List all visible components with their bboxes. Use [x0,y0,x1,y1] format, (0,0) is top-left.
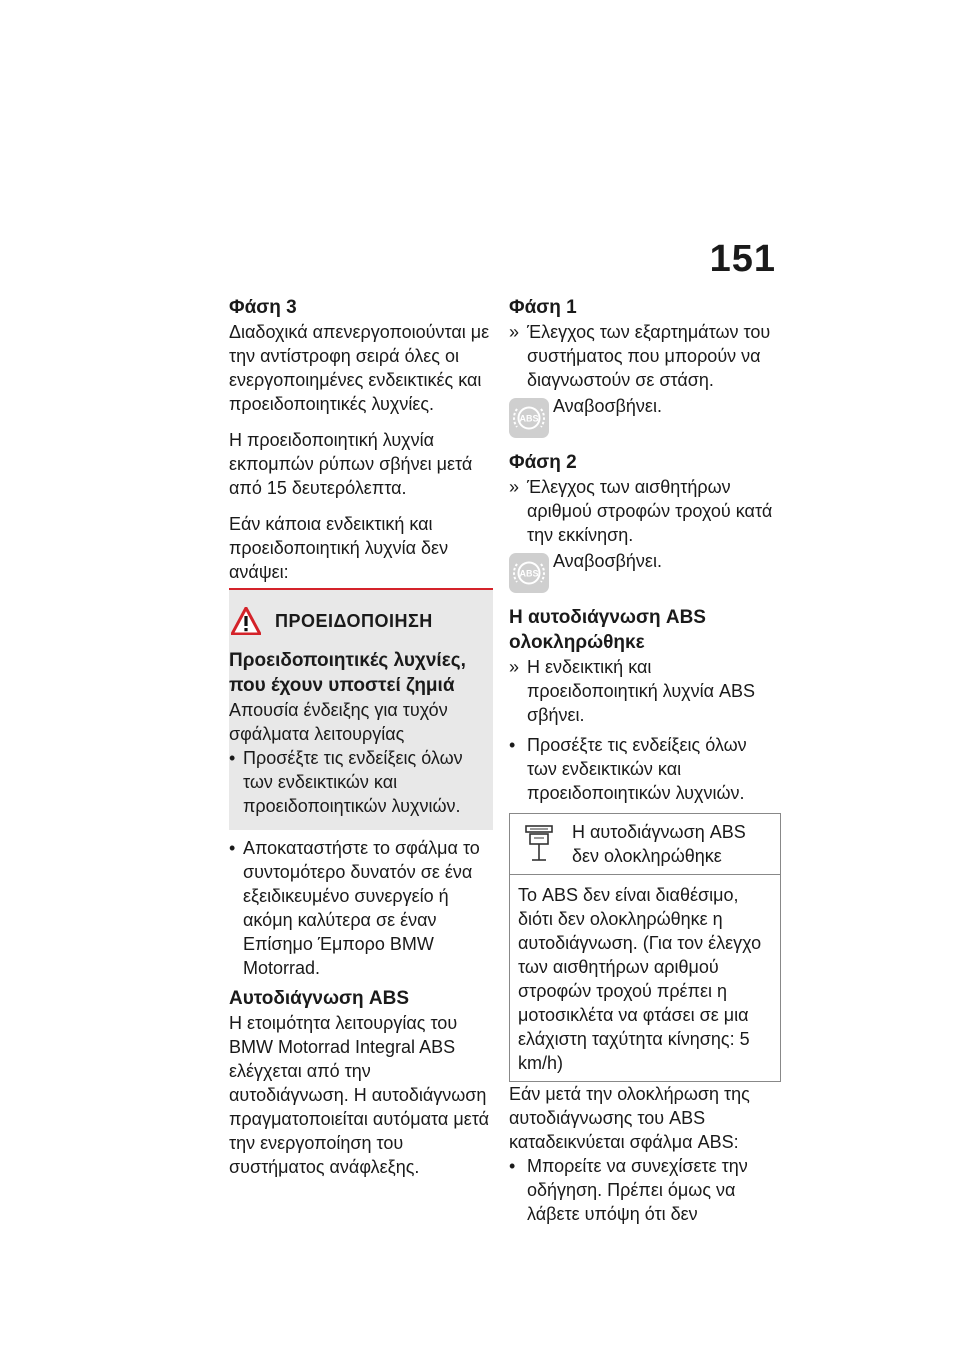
continue-riding-bullet [509,1154,781,1226]
phase1-heading: Φάση 1 [509,297,577,318]
check-lamps-bullet [509,733,781,805]
right-column [509,295,781,1226]
selfdiag-complete-result [509,655,781,727]
workshop-note-icon [524,824,554,864]
fix-fault-bullet [229,836,493,980]
bullet-marker: • [509,735,516,755]
warning-title: ΠΡΟΕΙΔΟΠΟΙΗΣΗ [275,610,433,631]
abs-lamp-icon [509,398,549,438]
note-header [510,814,780,875]
left-column [229,295,493,1179]
bullet-marker: • [509,1156,516,1176]
phase1-blink-text: Αναβοσβήνει. [553,396,662,416]
selfdiag-complete-heading: Η αυτοδιάγνωση ABS ολοκληρώθηκε [509,607,706,653]
abs-fault-text: Εάν μετά την ολοκλήρωση της αυτοδιάγνωσης του ABS καταδεικνύεται σφάλμα ABS: [509,1084,750,1152]
page-number: 151 [709,238,776,280]
result-marker: » [509,477,520,497]
phase1-result [509,320,781,392]
note-body: Το ABS δεν είναι διαθέσιμο, διότι δεν ολοκληρώθηκε η αυτοδιάγνωση. (Για τον έλεγχο των αισθητήρων αριθμού στροφών τροχού πρέπει η μοτοσικλέτα να φτάσει σε μια ελάχιστη ταχύτητα κίνησης: 5 km/h) [518,885,762,1073]
phase2-heading: Φάση 2 [509,452,577,473]
phase2-text: Έλεγχος των αισθητήρων αριθμού στροφών τροχού κατά την εκκίνηση. [527,477,773,545]
warning-triangle-icon [231,607,261,635]
continue-riding-text: Μπορείτε να συνεχίσετε την οδήγηση. Πρέπει όμως να λάβετε υπόψη ότι δεν [527,1156,748,1224]
exhaust-lamp-text: Η προειδοποιητική λυχνία εκπομπών ρύπων σβήνει μετά από 15 δευτερόλεπτα. [229,430,473,498]
warning-subtitle: Προειδοποιητικές λυχνίες, που έχουν υποστεί ζημιά [229,650,466,696]
note-title: Η αυτοδιάγνωση ABS δεν ολοκληρώθηκε [572,822,746,866]
phase2-blink-text: Αναβοσβήνει. [553,551,662,571]
abs-selfdiag-text: Η ετοιμότητα λειτουργίας του BMW Motorrad Integral ABS ελέγχεται από την αυτοδιάγνωση. Η αυτοδιάγνωση πραγματοποιείται αυτόματα μετά την ενεργοποίηση του συστήματος ανάφλεξης. [229,1013,489,1177]
lamp-not-lit-text: Εάν κάποια ενδεικτική και προειδοποιητική λυχνία δεν ανάψει: [229,514,449,582]
warning-bullet [229,746,493,818]
result-marker: » [509,322,520,342]
svg-text:ABS: ABS [519,568,539,579]
phase1-text: Έλεγχος των εξαρτημάτων του συστήματος που μπορούν να διαγνωστούν σε στάση. [527,322,771,390]
selfdiag-incomplete-note [509,813,781,1082]
abs-lamp-icon [509,553,549,593]
result-marker: » [509,657,520,677]
bullet-marker: • [229,748,236,768]
phase3-text: Διαδοχικά απενεργοποιούνται με την αντίστροφη σειρά όλες οι ενεργοποιημένες ενδεικτικές και προειδοποιητικές λυχνίες. [229,322,490,414]
svg-text:ABS: ABS [519,413,539,424]
bullet-marker: • [229,838,236,858]
phase2-result [509,475,781,547]
warning-bullet-text: Προσέξτε τις ενδείξεις όλων των ενδεικτικών και προειδοποιητικών λυχνιών. [243,748,463,816]
warning-text: Απουσία ένδειξης για τυχόν σφάλματα λειτουργίας [229,700,448,744]
phase1-lamp [509,394,781,438]
warning-header [229,604,493,638]
warning-box [229,590,493,830]
fix-fault-text: Αποκαταστήστε το σφάλμα το συντομότερο δυνατόν σε ένα εξειδικευμένο συνεργείο ή ακόμη καλύτερα σε έναν Επίσημο Έμπορο BMW Motorrad. [243,838,480,978]
phase3-heading: Φάση 3 [229,297,297,318]
abs-selfdiag-heading: Αυτοδιάγνωση ABS [229,988,409,1009]
phase2-lamp [509,549,781,593]
check-lamps-text: Προσέξτε τις ενδείξεις όλων των ενδεικτικών και προειδοποιητικών λυχνιών. [527,735,747,803]
selfdiag-complete-text: Η ενδεικτική και προειδοποιητική λυχνία ABS σβήνει. [527,657,756,725]
